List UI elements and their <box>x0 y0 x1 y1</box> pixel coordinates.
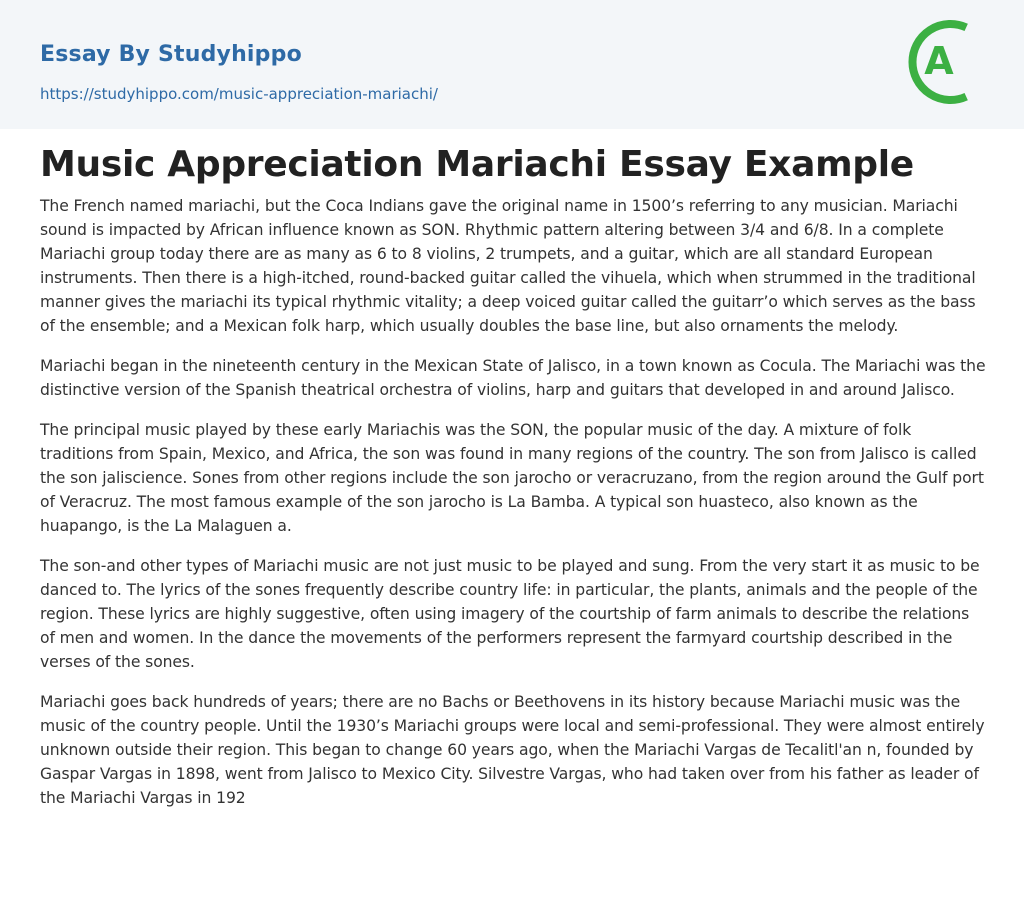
page-url-link[interactable]: https://studyhippo.com/music-appreciation-mariachi/ <box>40 85 438 103</box>
site-brand[interactable]: Essay By Studyhippo <box>40 42 302 67</box>
studyhippo-logo-icon[interactable] <box>906 18 988 106</box>
essay-body <box>40 194 988 826</box>
essay-paragraph: The principal music played by these early Mariachis was the SON, the popular music of the day. A mixture of folk traditions from Spain, Mexico, and Africa, the son was found in many regions of the country. The son from Jalisco is called the son jaliscience. Sones from other regions include the son jarocho or veracruzano, from the region around the Gulf port of Veracruz. The most famous example of the son jarocho is La Bamba. A typical son huasteco, also known as the huapango, is the La Malaguen a. <box>40 421 984 535</box>
site-header <box>0 0 1024 129</box>
page-title: Music Appreciation Mariachi Essay Example <box>40 144 914 185</box>
logo-letter: A <box>924 39 954 83</box>
essay-paragraph: Mariachi began in the nineteenth century in the Mexican State of Jalisco, in a town known as Cocula. The Mariachi was the distinctive version of the Spanish theatrical orchestra of violins, harp and guitars that developed in and around Jalisco. <box>40 357 986 399</box>
essay-paragraph: The French named mariachi, but the Coca Indians gave the original name in 1500’s referring to any musician. Mariachi sound is impacted by African influence known as SON. Rhythmic pattern altering between 3/4 and 6/8. In a complete Mariachi group today there are as many as 6 to 8 violins, 2 trumpets, and a guitar, which are all standard European instruments. Then there is a high-itched, round-backed guitar called the vihuela, which when strummed in the traditional manner gives the mariachi its typical rhythmic vitality; a deep voiced guitar called the guitarr’o which serves as the bass of the ensemble; and a Mexican folk harp, which usually doubles the base line, but also ornaments the melody. <box>40 197 976 335</box>
essay-paragraph: The son-and other types of Mariachi music are not just music to be played and sung. From the very start it as music to be danced to. The lyrics of the sones frequently describe country life: in particular, the plants, animals and the people of the region. These lyrics are highly suggestive, often using imagery of the courtship of farm animals to describe the relations of men and women. In the dance the movements of the performers represent the farmyard courtship described in the verses of the sones. <box>40 557 980 671</box>
essay-paragraph: Mariachi goes back hundreds of years; there are no Bachs or Beethovens in its history because Mariachi music was the music of the country people. Until the 1930’s Mariachi groups were local and semi-professional. They were almost entirely unknown outside their region. This began to change 60 years ago, when the Mariachi Vargas de Tecalitl'an n, founded by Gaspar Vargas in 1898, went from Jalisco to Mexico City. Silvestre Vargas, who had taken over from his father as leader of the Mariachi Vargas in 192 <box>40 693 985 807</box>
